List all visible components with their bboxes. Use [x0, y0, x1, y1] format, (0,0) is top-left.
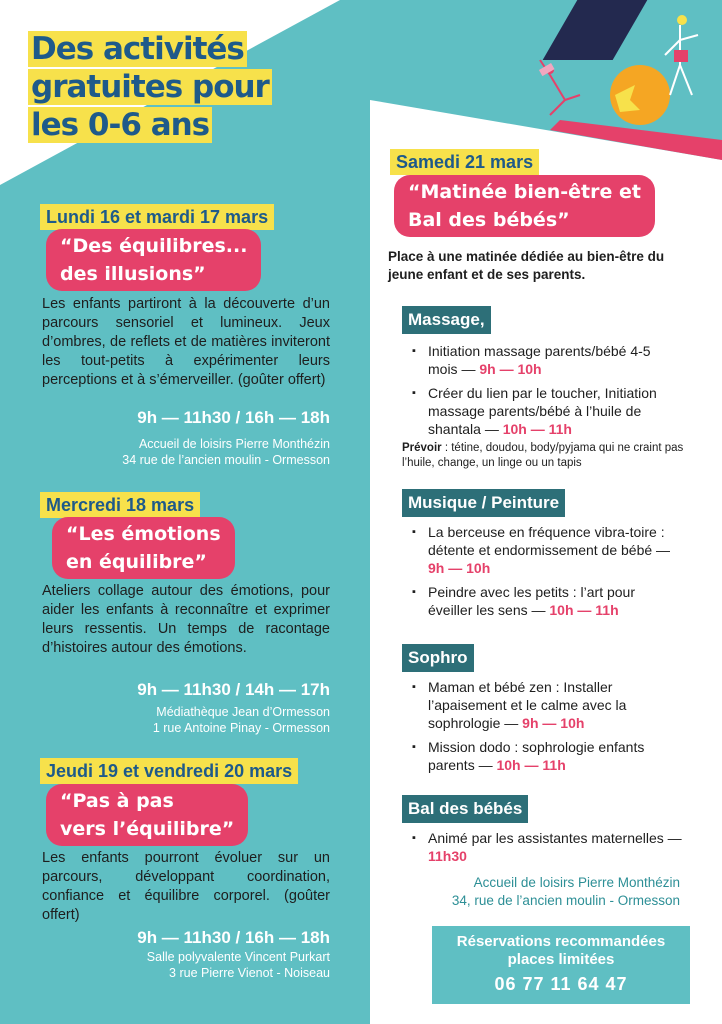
event-2-location-line-2: 1 rue Antoine Pinay - Ormesson [152, 721, 330, 735]
event-3-quote-line-1: “Pas à pas [60, 790, 174, 812]
phone-number[interactable]: 06 77 11 64 47 [494, 974, 628, 994]
event-1-quote-line-1: “Des équilibres... [60, 235, 248, 257]
event-2-day: Mercredi 18 mars [40, 492, 200, 518]
event-1-quote-line-2: des illusions” [60, 263, 206, 285]
item-time: 10h — 11h [502, 421, 572, 437]
main-title [28, 30, 328, 144]
item-text: Créer du lien par le toucher, Initiation massage parents/bébé à l’huile de shantala — [428, 385, 657, 437]
event-1-description: Les enfants partiront à la découverte d’un parcours sensoriel et lumineux. Jeux d’ombres, de reflets et de matières inviteront les tout-petits à expérimenter leurs perceptions et à s’émerveiller. (goûter offert) [42, 296, 330, 388]
saturday-location [410, 874, 680, 910]
event-3-location-line-2: 3 rue Pierre Vienot - Noiseau [169, 966, 330, 980]
item-text: Mission dodo : sophrologie enfants parents — [428, 739, 645, 773]
balancing-figures-illustration [520, 0, 722, 160]
item-text: La berceuse en fréquence vibra-toire : détente et endormissement de bébé — [428, 524, 671, 558]
event-1-quote [46, 229, 261, 291]
event-2-quote-line-1: “Les émotions [66, 523, 221, 545]
reservation-line-1: Réservations recommandées [456, 933, 666, 950]
saturday-location-line-2: 34, rue de l’ancien moulin - Ormesson [451, 893, 680, 908]
reservation-box [432, 926, 690, 1004]
event-1-location [40, 436, 330, 468]
list-item [412, 583, 682, 619]
event-2-quote-line-2: en équilibre” [66, 551, 207, 573]
item-time: 10h — 11h [496, 757, 566, 773]
list-item [412, 342, 682, 378]
item-text: Maman et bébé zen : Installer l’apaisement et le calme avec la sophrologie — [428, 679, 627, 731]
event-3-quote-line-2: vers l’équilibre” [60, 818, 235, 840]
list-item [412, 678, 682, 732]
reservation-line-2: places limitées [507, 951, 615, 968]
event-1-time: 9h — 11h30 / 16h — 18h [137, 408, 330, 427]
saturday-day: Samedi 21 mars [390, 149, 539, 175]
list-item [412, 523, 682, 577]
title-line-2: gratuites pour [28, 69, 272, 105]
saturday-quote-line-1: “Matinée bien-être et [408, 181, 641, 203]
title-line-3: les 0-6 ans [28, 107, 212, 143]
bal-list [412, 829, 682, 871]
list-item [412, 829, 682, 865]
item-time: 9h — 10h [428, 560, 491, 576]
event-3-quote [46, 784, 248, 846]
item-text: Initiation massage parents/bébé 4-5 mois — [428, 343, 651, 377]
saturday-quote [394, 175, 655, 237]
event-2-location-line-1: Médiathèque Jean d’Ormesson [156, 705, 330, 719]
saturday-location-line-1: Accueil de loisirs Pierre Monthézin [473, 875, 680, 890]
event-2-quote [52, 517, 235, 579]
massage-list [412, 342, 682, 444]
event-3-day: Jeudi 19 et vendredi 20 mars [40, 758, 298, 784]
sophro-heading: Sophro [402, 644, 474, 672]
saturday-quote-line-2: Bal des bébés” [408, 209, 570, 231]
musique-heading: Musique / Peinture [402, 489, 565, 517]
bal-heading: Bal des bébés [402, 795, 528, 823]
event-1-location-line-1: Accueil de loisirs Pierre Monthézin [138, 437, 330, 451]
prevoir-label: Prévoir [402, 442, 442, 454]
prevoir-text: : tétine, doudou, body/pyjama qui ne craint pas l’huile, change, un linge ou un tapis [402, 442, 684, 469]
massage-heading: Massage, [402, 306, 491, 334]
item-time: 9h — 10h [522, 715, 585, 731]
item-text: Animé par les assistantes maternelles — [428, 830, 682, 846]
list-item [412, 738, 682, 774]
title-line-1: Des activités [28, 31, 247, 67]
musique-list [412, 523, 682, 625]
item-time: 9h — 10h [479, 361, 542, 377]
event-2-description: Ateliers collage autour des émotions, pour aider les enfants à reconnaître et exprimer leurs ressentis. Un temps de racontage d’histoires autour des émotions. [42, 583, 330, 656]
event-3-description: Les enfants pourront évoluer sur un parcours, développant coordination, confiance et équilibre corporel. (goûter offert) [42, 850, 330, 923]
sophro-list [412, 678, 682, 780]
event-3-location-line-1: Salle polyvalente Vincent Purkart [146, 950, 330, 964]
event-2-time: 9h — 11h30 / 14h — 17h [137, 680, 330, 699]
event-2-location [40, 704, 330, 736]
event-3-time: 9h — 11h30 / 16h — 18h [137, 928, 330, 947]
event-1-day: Lundi 16 et mardi 17 mars [40, 204, 274, 230]
item-time: 11h30 [428, 848, 467, 864]
saturday-intro: Place à une matinée dédiée au bien-être du jeune enfant et de ses parents. [388, 249, 665, 282]
prevoir-note [402, 441, 692, 471]
list-item [412, 384, 682, 438]
event-3-location [40, 949, 330, 981]
item-time: 10h — 11h [549, 602, 619, 618]
item-text: Peindre avec les petits : l’art pour éveiller les sens — [428, 584, 635, 618]
event-1-location-line-2: 34 rue de l’ancien moulin - Ormesson [122, 453, 330, 467]
